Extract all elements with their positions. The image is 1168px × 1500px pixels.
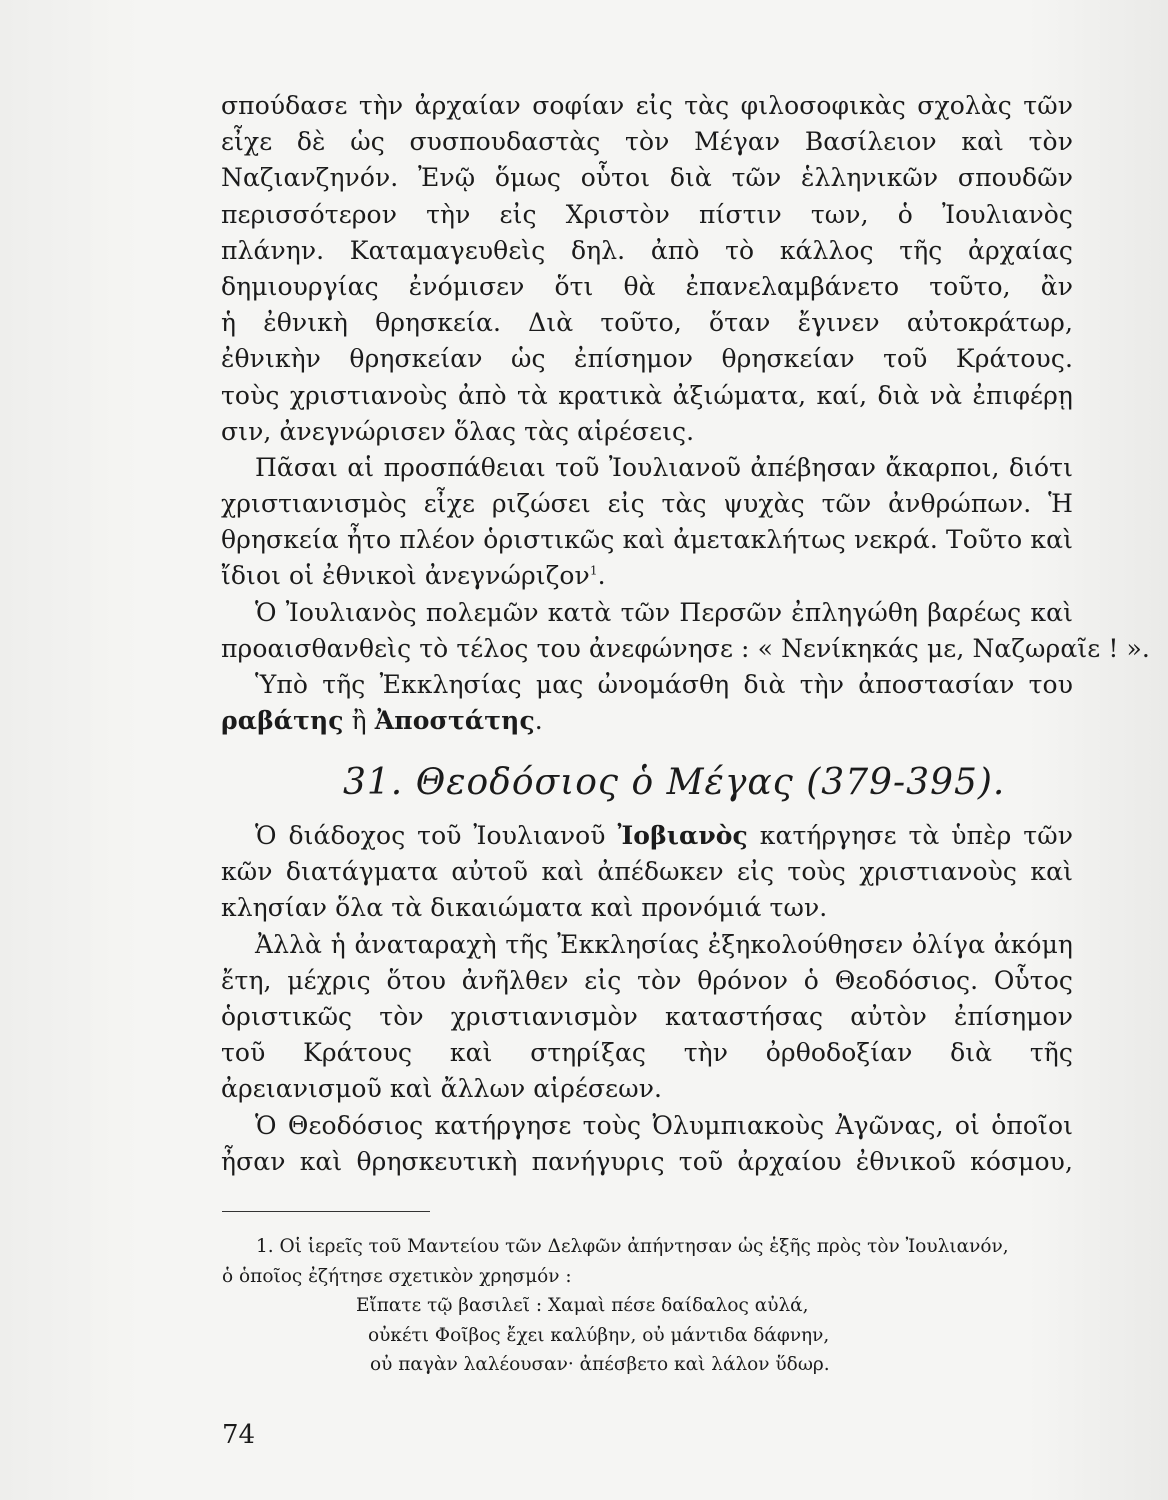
footnote-marker: 1 [589,564,598,579]
text-line [221,667,1073,703]
text-line: Ναζιανζηνόν. Ἐνῷ ὅμως οὗτοι διὰ τῶν ἑλληνικῶν σπουδῶν [221,163,1073,193]
upper-text [221,88,1150,739]
text-line: ἔτη, μέχρις ὅτου ἀνῆλθεν εἰς τὸν θρόνον ὁ Θεοδόσιος. Οὗτος [221,965,1073,995]
footnote-line: ὁ ὁποῖος ἐζήτησε σχετικὸν χρησμόν : [222,1265,572,1287]
text-line: σπούδασε τὴν ἀρχαίαν σοφίαν εἰς τὰς φιλοσοφικὰς σχολὰς τῶν [221,91,1073,120]
text-line: Ὁ Θεοδόσιος κατήργησε τοὺς Ὀλυμπιακοὺς Ἀγῶνας, οἱ ὁποῖοι [255,1110,1073,1140]
text-line: δημιουργίας ἐνόμισεν ὅτι θὰ ἐπανελαμβάνετο τοῦτο, ἂν [221,271,1073,301]
text-fragment: Ὑπὸ τῆς Ἐκκλησίας μας ὠνομάσθη διὰ τὴν ἀποστασίαν του [255,670,1073,699]
footnote-verse: Εἴπατε τῷ βασιλεῖ : Χαμαὶ πέσε δαίδαλος αὐλά, [356,1295,809,1316]
text-line [221,558,1073,594]
lower-text [221,818,1073,1180]
text-fragment: ἢ [351,706,367,736]
text-line: κῶν διατάγματα αὐτοῦ καὶ ἀπέδωκεν εἰς τοὺς χριστιανοὺς καὶ [221,857,1073,887]
text-line: σιν, ἀνεγνώρισεν ὅλας τὰς αἱρέσεις. [221,416,695,446]
text-fragment: κατήργησε τὰ ὑπὲρ τῶν [759,821,1073,850]
text-fragment: . [534,706,543,736]
text-line [221,703,1073,739]
text-line: τοῦ Κράτους καὶ στηρίξας τὴν ὀρθοδοξίαν διὰ τῆς [221,1038,1073,1068]
footnote-line: 1. Οἱ ἱερεῖς τοῦ Μαντείου τῶν Δελφῶν ἀπήντησαν ὡς ἑξῆς πρὸς τὸν Ἰουλιανόν, [256,1236,1009,1257]
bold-term: ραβάτης [221,706,344,736]
text-line: πλάνην. Καταμαγευθεὶς δηλ. ἀπὸ τὸ κάλλος τῆς ἀρχαίας [221,235,1073,265]
text-line: ἡ ἐθνικὴ θρησκεία. Διὰ τοῦτο, ὅταν ἔγινεν αὐτοκράτωρ, [221,308,1073,338]
text-line: ἦσαν καὶ θρησκευτικὴ πανήγυρις τοῦ ἀρχαίου ἐθνικοῦ κόσμου, [221,1146,1073,1176]
text-fragment: Ὁ διάδοχος τοῦ Ἰουλιανοῦ [255,821,606,850]
text-line: Ἀλλὰ ἡ ἀναταραχὴ τῆς Ἐκκλησίας ἐξηκολούθησεν ὀλίγα ἀκόμη [255,929,1073,959]
footnote [222,1232,1074,1380]
bold-term: Ἰοβιανὸς [617,821,748,850]
footnote-divider [222,1211,430,1212]
footnote-verse: οὐ παγὰν λαλέουσαν· ἀπέσβετο καὶ λάλον ὕδωρ. [370,1354,830,1375]
text-line: θρησκεία ἦτο πλέον ὁριστικῶς καὶ ἀμετακλήτως νεκρά. Τοῦτο καὶ [221,525,1073,555]
text-line: περισσότερον τὴν εἰς Χριστὸν πίστιν των, ὁ Ἰουλιανὸς [221,199,1073,229]
bold-term: Ἀποστάτης [374,706,535,736]
text-fragment: ἴδιοι οἱ ἐθνικοὶ ἀνεγνώριζον [221,561,590,591]
text-line: ἀρειανισμοῦ καὶ ἄλλων αἱρέσεων. [221,1074,663,1104]
text-line: εἶχε δὲ ὡς συσπουδαστὰς τὸν Μέγαν Βασίλειον καὶ τὸν [221,127,1073,157]
text-line: προαισθανθεὶς τὸ τέλος του ἀνεφώνησε : « Νενίκηκάς με, Ναζωραῖε ! ». [221,633,1150,663]
text-line: τοὺς χριστιανοὺς ἀπὸ τὰ κρατικὰ ἀξιώματα, καί, διὰ νὰ ἐπιφέρῃ [221,380,1073,410]
section-heading: 31. Θεοδόσιος ὁ Μέγας (379-395). [343,762,1006,803]
text-line: Ὁ Ἰουλιανὸς πολεμῶν κατὰ τῶν Περσῶν ἐπληγώθη βαρέως καὶ [255,597,1073,627]
text-line: χριστιανισμὸς εἶχε ριζώσει εἰς τὰς ψυχὰς τῶν ἀνθρώπων. Ἡ [221,489,1073,519]
text-line [221,818,1073,854]
text-line: ἐθνικὴν θρησκείαν ὡς ἐπίσημον θρησκείαν τοῦ Κράτους. [221,344,1073,374]
text-line: Πᾶσαι αἱ προσπάθειαι τοῦ Ἰουλιανοῦ ἀπέβησαν ἄκαρποι, διότι [255,452,1073,482]
page-number: 74 [222,1420,256,1450]
footnote-verse: οὐκέτι Φοῖβος ἔχει καλύβην, οὐ μάντιδα δάφνην, [368,1324,830,1346]
text-fragment: . [597,561,606,591]
text-line: ὁριστικῶς τὸν χριστιανισμὸν καταστήσας αὐτὸν ἐπίσημον [221,1001,1073,1031]
text-line: κλησίαν ὅλα τὰ δικαιώματα καὶ προνόμιά των. [221,893,828,923]
